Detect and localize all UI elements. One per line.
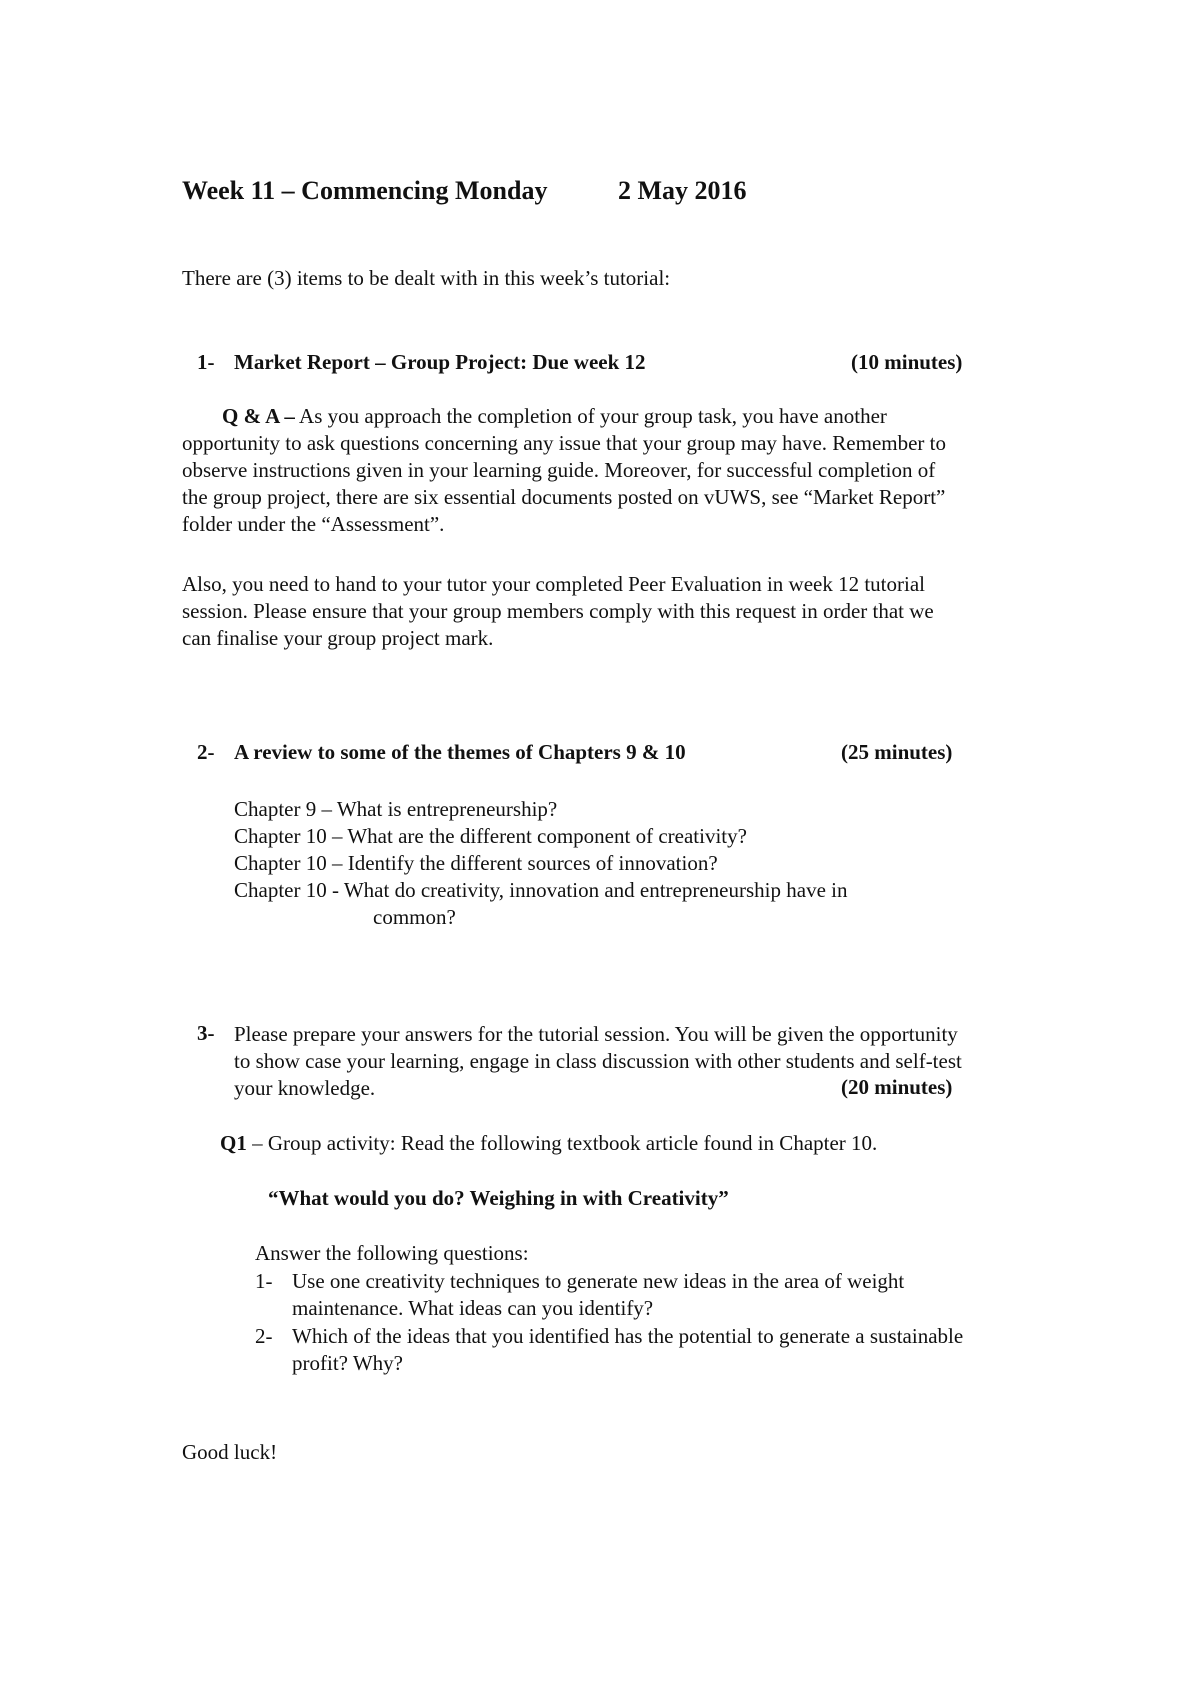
page-date: 2 May 2016: [618, 176, 747, 205]
page-title: Week 11 – Commencing Monday: [182, 176, 548, 205]
qa-line: the group project, there are six essential documents posted on vUWS, see “Market Report”: [182, 485, 946, 509]
question-line: Which of the ideas that you identified has the potential to generate a sustainable: [292, 1324, 964, 1348]
qa-line: opportunity to ask questions concerning any issue that your group may have. Remember to: [182, 431, 947, 455]
q1-line: [220, 1131, 877, 1156]
answer-intro: Answer the following questions:: [255, 1241, 529, 1265]
chapter-line: Chapter 9 – What is entrepreneurship?: [234, 797, 558, 821]
qa-line: As you approach the completion of your group task, you have another: [299, 404, 887, 428]
q1-label: Q1: [220, 1131, 247, 1155]
chapter-line: Chapter 10 - What do creativity, innovation and entrepreneurship have in: [234, 878, 848, 902]
question-2: [255, 1323, 963, 1377]
question-line: profit? Why?: [292, 1351, 403, 1375]
item2-heading: A review to some of the themes of Chapters 9 & 10: [234, 740, 686, 764]
q1-text: – Group activity: Read the following textbook article found in Chapter 10.: [252, 1131, 878, 1155]
item1-qa-paragraph: [182, 403, 946, 538]
qa-label: Q & A –: [222, 404, 295, 428]
qa-line: folder under the “Assessment”.: [182, 512, 445, 536]
also-line: Also, you need to hand to your tutor your completed Peer Evaluation in week 12 tutorial: [182, 572, 925, 596]
closing-text: Good luck!: [182, 1440, 278, 1464]
question-line: Use one creativity techniques to generate new ideas in the area of weight: [292, 1269, 905, 1293]
item1-heading: Market Report – Group Project: Due week 12: [234, 350, 646, 374]
question-number: 2-: [255, 1324, 273, 1348]
item3-number: 3-: [197, 1021, 215, 1045]
item1-also-paragraph: [182, 571, 934, 652]
intro-text: There are (3) items to be dealt with in this week’s tutorial:: [182, 266, 671, 290]
question-number: 1-: [255, 1269, 273, 1293]
item3-duration: (20 minutes): [841, 1075, 953, 1099]
chapter-line: Chapter 10 – What are the different component of creativity?: [234, 824, 747, 848]
item3-line: to show case your learning, engage in class discussion with other students and self-test: [234, 1049, 962, 1073]
chapter-line: Chapter 10 – Identify the different sources of innovation?: [234, 851, 718, 875]
question-1: [255, 1268, 904, 1322]
qa-line: observe instructions given in your learning guide. Moreover, for successful completion of: [182, 458, 936, 482]
also-line: session. Please ensure that your group members comply with this request in order that we: [182, 599, 934, 623]
item1-duration: (10 minutes): [851, 350, 963, 374]
also-line: can finalise your group project mark.: [182, 626, 494, 650]
item3-line: Please prepare your answers for the tutorial session. You will be given the opportunity: [234, 1022, 958, 1046]
item2-duration: (25 minutes): [841, 740, 953, 764]
article-title: “What would you do? Weighing in with Creativity”: [268, 1186, 729, 1210]
item2-number: 2-: [197, 740, 215, 764]
item3-line: your knowledge.: [234, 1076, 376, 1100]
item1-number: 1-: [197, 350, 215, 374]
question-line: maintenance. What ideas can you identify?: [292, 1296, 654, 1320]
item2-chapter-list: [234, 796, 847, 931]
chapter-line-continuation: common?: [373, 905, 456, 929]
